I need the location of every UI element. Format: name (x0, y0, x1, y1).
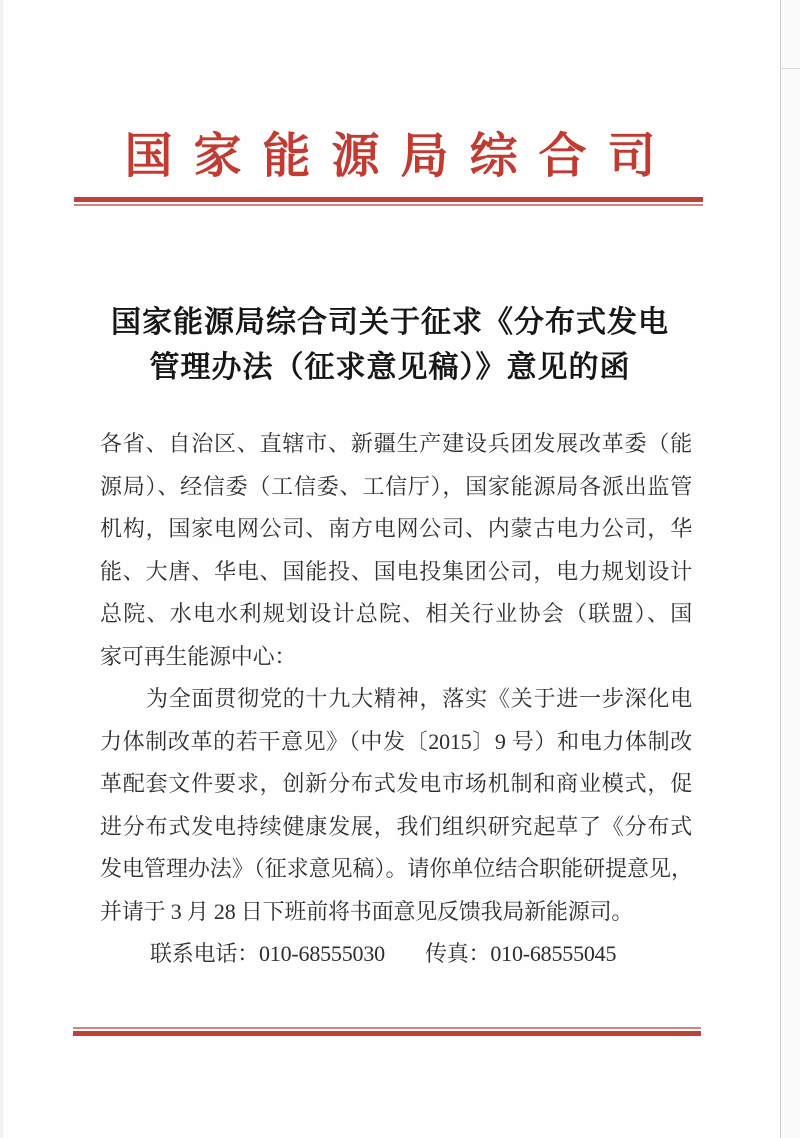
letterhead-agency-name: 国家能源局综合司 (124, 130, 677, 183)
document-title-line1: 国家能源局综合司关于征求《分布式发电 (111, 306, 669, 339)
document-body (100, 423, 692, 976)
body-line: 并请于 3 月 28 日下班前将书面意见反馈我局新能源司。 (100, 898, 634, 924)
letterhead-divider-rule (74, 197, 703, 206)
scan-right-page-edge (780, 0, 800, 1138)
body-line: 力体制改革的若干意见》（中发〔2015〕9 号）和电力体制改 (100, 728, 692, 754)
contact-fax: 传真：010-68555045 (424, 941, 617, 966)
body-line: 源局）、经信委（工信委、工信厅），国家能源局各派出监管 (100, 473, 692, 499)
body-line: 各省、自治区、直辖市、新疆生产建设兵团发展改革委（能 (100, 431, 692, 456)
body-line: 总院、水电水利规划设计总院、相关行业协会（联盟）、国 (100, 601, 692, 626)
letterhead-rule-thin-line (74, 204, 703, 206)
body-line: 家可再生能源中心： (100, 643, 297, 669)
footer-rule-thick-line (73, 1031, 701, 1036)
scan-right-edge-line (781, 68, 800, 69)
body-line: 进分布式发电持续健康发展，我们组织研究起草了《分布式 (100, 813, 692, 839)
document-title (0, 300, 780, 390)
contact-phone: 联系电话：010-68555030 (150, 941, 385, 966)
contact-line (100, 933, 692, 976)
body-line: 革配套文件要求，创新分布式发电市场机制和商业模式，促 (100, 771, 692, 796)
footer-divider-rule (73, 1027, 701, 1036)
body-line: 为全面贯彻党的十九大精神，落实《关于进一步深化电 (146, 686, 692, 711)
body-line: 发电管理办法》（征求意见稿）。请你单位结合职能研提意见， (100, 856, 692, 881)
body-line: 机构，国家电网公司、南方电网公司、内蒙古电力公司，华 (100, 516, 692, 541)
document-title-line2: 管理办法（征求意见稿）》意见的函 (149, 351, 631, 384)
body-line: 能、大唐、华电、国能投、国电投集团公司，电力规划设计 (100, 558, 692, 584)
